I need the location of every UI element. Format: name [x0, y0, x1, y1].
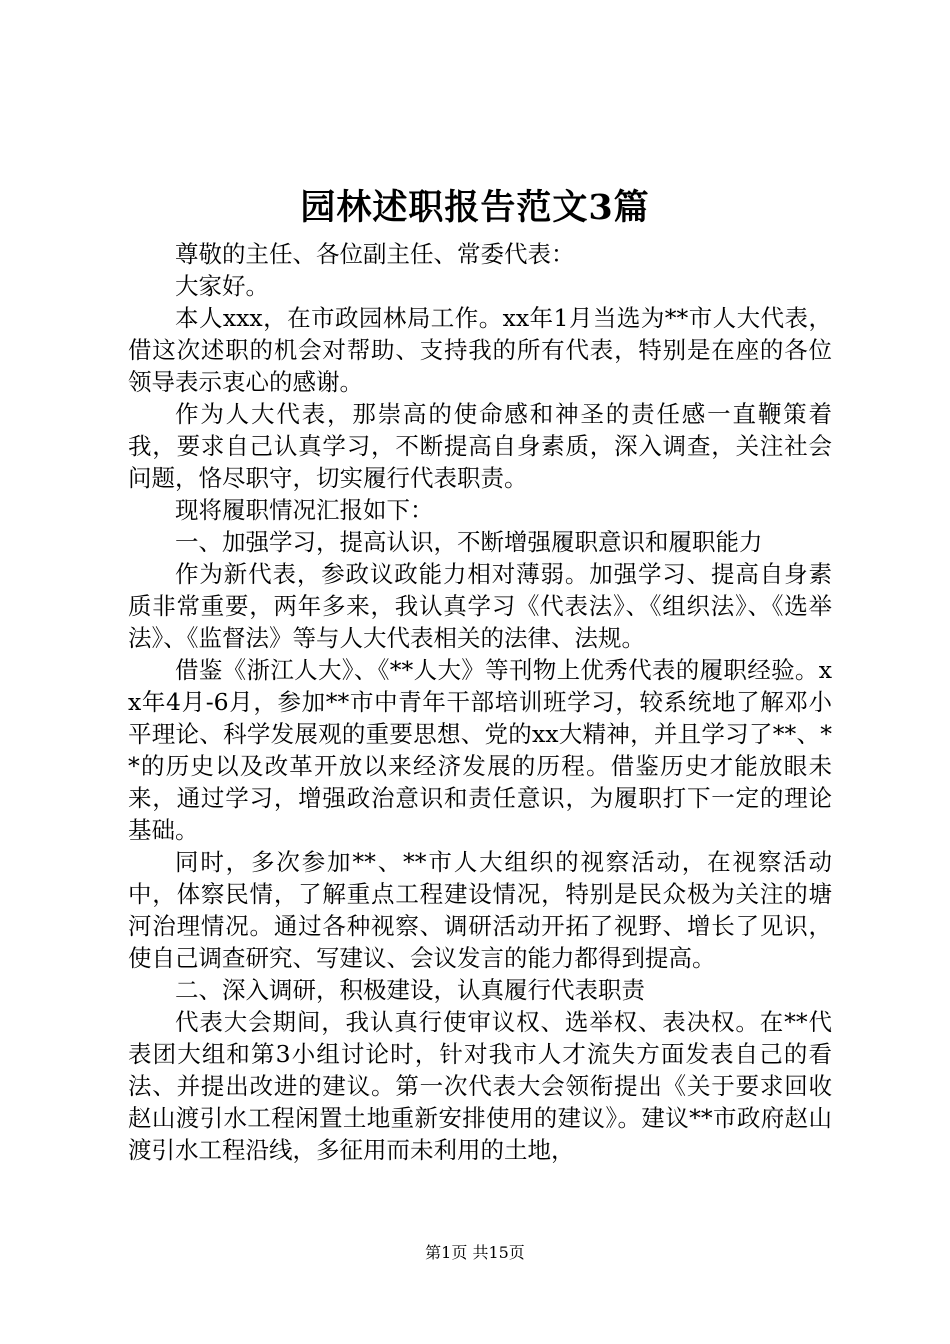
- greeting-paragraph: 尊敬的主任、各位副主任、常委代表：: [175, 240, 575, 268]
- section-heading-2: 二、深入调研，积极建设，认真履行代表职责: [175, 976, 645, 1004]
- document-title: 园林述职报告范文3篇: [300, 187, 650, 228]
- experience-paragraph: 借鉴《浙江人大》、《**人大》等刊物上优秀代表的履职经验。xx年4月-6月，参加**市中青年干部培训班学习，较系统地了解邓小平理论、科学发展观的重要思想、党的xx大精神，并且学习了**、**的历史以及改革开放以来经济发展的历程。借鉴历史才能放眼未来，通过学习，增强政治意识和责任意识，为履职打下一定的理论基础。: [128, 656, 832, 844]
- document-body: [128, 238, 832, 1166]
- duty-paragraph: 作为人大代表，那崇高的使命感和神圣的责任感一直鞭策着我，要求自己认真学习，不断提高自身素质，深入调查，关注社会问题，恪尽职守，切实履行代表职责。: [128, 400, 832, 492]
- page-footer: 第1页 共15页: [425, 1243, 525, 1262]
- study-paragraph: 作为新代表，参政议政能力相对薄弱。加强学习、提高自身素质非常重要，两年多来，我认真学习《代表法》、《组织法》、《选举法》、《监督法》等与人大代表相关的法律、法规。: [128, 560, 832, 652]
- congress-paragraph: 代表大会期间，我认真行使审议权、选举权、表决权。在**代表团大组和第3小组讨论时，针对我市人才流失方面发表自己的看法、并提出改进的建议。第一次代表大会领衔提出《关于要求回收赵山渡引水工程闲置土地重新安排使用的建议》。建议**市政府赵山渡引水工程沿线，多征用而未利用的土地，: [128, 1008, 832, 1164]
- salutation-paragraph: 大家好。: [175, 272, 269, 300]
- intro-paragraph: 本人xxx，在市政园林局工作。xx年1月当选为**市人大代表，借这次述职的机会对帮助、支持我的所有代表，特别是在座的各位领导表示衷心的感谢。: [128, 304, 832, 396]
- report-lead-paragraph: 现将履职情况汇报如下：: [175, 496, 434, 524]
- section-heading-1: 一、加强学习，提高认识，不断增强履职意识和履职能力: [175, 528, 763, 556]
- inspection-paragraph: 同时，多次参加**、**市人大组织的视察活动，在视察活动中，体察民情，了解重点工程建设情况，特别是民众极为关注的塘河治理情况。通过各种视察、调研活动开拓了视野、增长了见识，使自己调查研究、写建议、会议发言的能力都得到提高。: [128, 848, 832, 972]
